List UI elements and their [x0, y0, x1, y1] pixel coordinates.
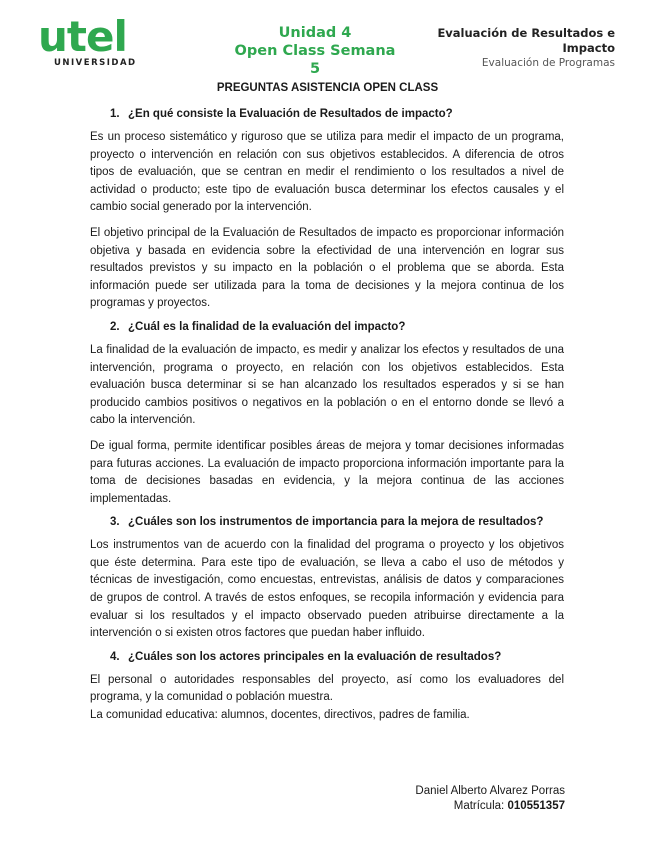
answer-paragraph: El objetivo principal de la Evaluación de Resultados de impacto es proporcionar información objetiva y basada en evidencia sobre la efectividad de una intervención en lograr sus resultados previstos y su impacto en la población o el problema que se aborda. Esta información puede ser utilizada para la toma de decisiones y la mejora continua de los programas y proyectos. [90, 226, 564, 310]
question-3 [110, 516, 564, 528]
course-title: Evaluación de Resultados e Impacto [437, 26, 615, 55]
student-id [415, 799, 565, 814]
answer-paragraph: Los instrumentos van de acuerdo con la finalidad del programa o proyecto y los objetivos que éste determina. Para este tipo de evaluación, se lleva a cabo el uso de métodos y técnicas de investigación, como encuestas, entrevistas, análisis de datos y comparaciones de grupos de control. A través de estos enfoques, se recopila información y evidencia para evaluar si los resultados y el impacto observado pueden atribuirse directamente a la intervención o si existen otros factores que puedan haber influido. [90, 539, 564, 640]
question-text: ¿Cuáles son los actores principales en la evaluación de resultados? [128, 650, 502, 663]
unit-label: Unidad 4 [278, 25, 352, 41]
author-signature [415, 784, 565, 814]
document-body [90, 104, 564, 733]
session-label: Open Class Semana 5 [234, 43, 396, 77]
question-4 [110, 651, 564, 663]
answer-paragraph: Es un proceso sistemático y riguroso que se utiliza para medir el impacto de un programa, proyecto o intervención en relación con sus objetivos establecidos. A diferencia de otros tipos de evaluación, que se centran en medir el rendimiento o los resultados a nivel de actividad o producto; este tipo de evaluación busca determinar los efectos causales y el cambio social generado por la intervención. [90, 131, 564, 214]
answer-paragraph: La finalidad de la evaluación de impacto, es medir y analizar los efectos y resultados de una intervención, programa o proyecto, en relación con los objetivos establecidos. Esta evaluación busca determinar si se han alcanzado los resultados esperados y si se han producido cambios positivos o negativos en la población o en el entorno donde se llevó a cabo la intervención. [90, 343, 564, 427]
course-info [415, 26, 615, 69]
question-number: 3. [110, 516, 120, 529]
utel-logo [38, 12, 156, 68]
question-1 [110, 108, 564, 120]
author-name: Daniel Alberto Alvarez Porras [415, 785, 565, 797]
document-title: PREGUNTAS ASISTENCIA OPEN CLASS [216, 82, 439, 94]
question-text: ¿Cuál es la finalidad de la evaluación del impacto? [128, 320, 406, 333]
question-2 [110, 321, 564, 333]
logo-wordmark: utel [38, 12, 127, 61]
question-number: 1. [110, 108, 120, 120]
question-text: ¿Cuáles son los instrumentos de importancia para la mejora de resultados? [128, 516, 544, 529]
page-header [0, 0, 655, 80]
question-text: ¿En qué consiste la Evaluación de Resultados de impacto? [128, 108, 453, 120]
answer-paragraph: De igual forma, permite identificar posibles áreas de mejora y tomar decisiones informadas para futuras acciones. La evaluación de impacto proporciona información importante para la toma de decisiones basadas en evidencia, y la mejora continua de las acciones implementadas. [90, 439, 564, 505]
answer-paragraph: El personal o autoridades responsables del proyecto, así como los evaluadores del programa, y la comunidad o población muestra. [90, 673, 564, 704]
unit-heading [230, 24, 400, 78]
logo-subtext: UNIVERSIDAD [54, 58, 137, 68]
question-number: 2. [110, 320, 120, 333]
answer-paragraph: La comunidad educativa: alumnos, docentes, directivos, padres de familia. [90, 709, 470, 722]
student-id-value: 010551357 [507, 800, 565, 812]
course-subtitle: Evaluación de Programas [481, 57, 615, 69]
question-number: 4. [110, 650, 120, 663]
student-id-label: Matrícula: [453, 800, 505, 812]
